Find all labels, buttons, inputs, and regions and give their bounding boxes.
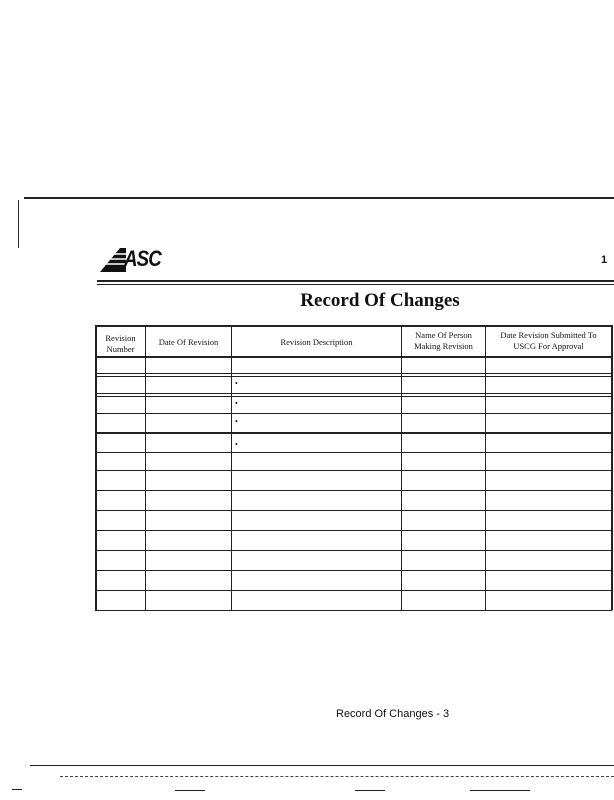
list-bullet: • <box>235 417 238 426</box>
col-header-person-making-revision: Name Of Person Making Revision <box>414 330 473 351</box>
page-title: Record Of Changes <box>300 290 460 311</box>
col-header-date-of-revision: Date Of Revision <box>158 337 219 347</box>
margin-mark <box>18 200 19 248</box>
page-footer: Record Of Changes - 3 <box>336 708 450 720</box>
header-rule <box>97 280 614 282</box>
header-rule-thin <box>97 284 614 285</box>
scan-mark <box>175 790 205 791</box>
scan-mark <box>355 790 385 791</box>
col-header-revision-number: Revision Number <box>105 333 136 354</box>
scan-mark <box>470 790 530 791</box>
logo-text: ASC <box>124 246 161 271</box>
scan-mark <box>12 789 22 790</box>
list-bullet: • <box>235 379 238 388</box>
list-bullet: • <box>235 399 238 408</box>
bottom-rule <box>30 765 614 766</box>
bottom-dashed-rule <box>60 776 614 777</box>
col-header-revision-description: Revision Description <box>280 337 353 347</box>
list-bullet: • <box>235 440 238 449</box>
page-number: 1 <box>601 254 608 266</box>
top-rule <box>24 197 614 199</box>
col-header-date-submitted-uscg: Date Revision Submitted To USCG For Approval <box>500 330 597 351</box>
